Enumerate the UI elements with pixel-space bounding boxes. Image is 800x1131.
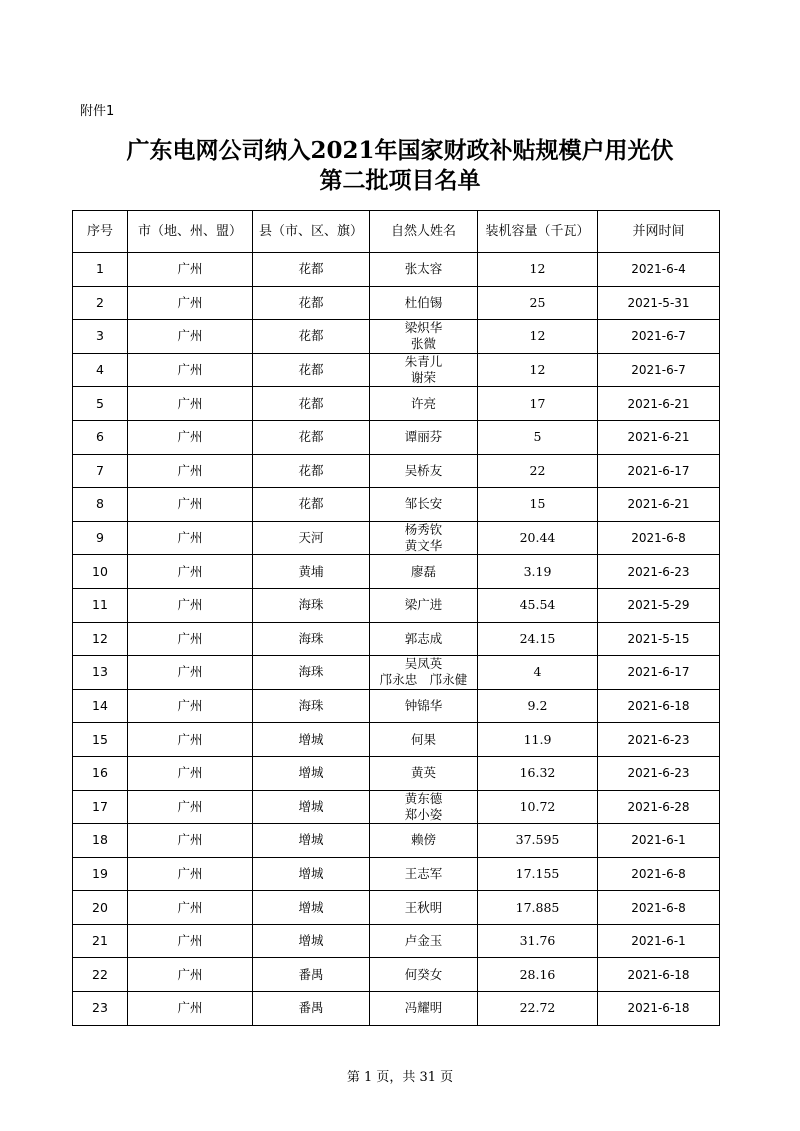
person-name: 吴桥友 — [404, 462, 443, 478]
person-name: 黄东德 — [404, 790, 443, 806]
county-cell: 增城 — [253, 891, 370, 925]
row-number-cell: 16 — [73, 756, 128, 790]
capacity-cell: 11.9 — [478, 723, 598, 757]
capacity-cell: 15 — [478, 488, 598, 522]
county-cell: 花都 — [253, 387, 370, 421]
capacity-cell: 24.15 — [478, 622, 598, 656]
county-cell: 花都 — [253, 253, 370, 287]
row-number-cell: 19 — [73, 857, 128, 891]
city-cell: 广州 — [128, 756, 253, 790]
capacity-cell: 3.19 — [478, 555, 598, 589]
page-footer: 第 1 页，共 31 页 — [346, 1070, 454, 1085]
person-name: 张太容 — [404, 261, 443, 277]
person-name-cell — [370, 723, 478, 757]
grid-date-cell: 2021-6-21 — [598, 387, 720, 421]
person-name: 杜伯锡 — [404, 294, 443, 310]
person-name: 谢荣 — [410, 370, 436, 386]
person-name-cell — [370, 488, 478, 522]
capacity-cell: 31.76 — [478, 924, 598, 958]
person-name-cell — [370, 387, 478, 421]
row-number-cell: 3 — [73, 320, 128, 354]
person-name-cell — [370, 622, 478, 656]
row-number-cell: 22 — [73, 958, 128, 992]
table-row — [73, 286, 720, 320]
person-name: 卢金玉 — [404, 933, 443, 949]
person-name: 廖磊 — [410, 563, 436, 579]
column-header-capacity: 装机容量（千瓦） — [478, 211, 598, 253]
person-name-cell — [370, 857, 478, 891]
grid-date-cell: 2021-6-8 — [598, 891, 720, 925]
table-row — [73, 656, 720, 690]
table-row — [73, 488, 720, 522]
grid-date-cell: 2021-6-23 — [598, 555, 720, 589]
grid-date-cell: 2021-6-18 — [598, 958, 720, 992]
row-number-cell: 6 — [73, 420, 128, 454]
person-name-cell — [370, 790, 478, 824]
city-cell: 广州 — [128, 588, 253, 622]
person-name: 杨秀钦 — [404, 522, 443, 538]
city-cell: 广州 — [128, 622, 253, 656]
person-name-cell — [370, 689, 478, 723]
capacity-cell: 17 — [478, 387, 598, 421]
city-cell: 广州 — [128, 689, 253, 723]
grid-date-cell: 2021-5-15 — [598, 622, 720, 656]
person-name: 王秋明 — [404, 899, 443, 915]
table-row — [73, 756, 720, 790]
table-row — [73, 353, 720, 387]
grid-date-cell: 2021-6-7 — [598, 353, 720, 387]
capacity-cell: 17.155 — [478, 857, 598, 891]
row-number-cell: 7 — [73, 454, 128, 488]
grid-date-cell: 2021-6-7 — [598, 320, 720, 354]
county-cell: 花都 — [253, 488, 370, 522]
person-name-cell — [370, 454, 478, 488]
county-cell: 海珠 — [253, 689, 370, 723]
grid-date-cell: 2021-6-17 — [598, 454, 720, 488]
county-cell: 增城 — [253, 824, 370, 858]
person-name: 黄英 — [410, 765, 436, 781]
person-name: 冯耀明 — [404, 1000, 443, 1016]
grid-date-cell: 2021-6-17 — [598, 656, 720, 690]
table-row — [73, 924, 720, 958]
county-cell: 番禺 — [253, 992, 370, 1026]
table-row — [73, 891, 720, 925]
city-cell: 广州 — [128, 824, 253, 858]
county-cell: 花都 — [253, 454, 370, 488]
row-number-cell: 13 — [73, 656, 128, 690]
table-row — [73, 454, 720, 488]
capacity-cell: 4 — [478, 656, 598, 690]
table-row — [73, 824, 720, 858]
row-number-cell: 2 — [73, 286, 128, 320]
county-cell: 海珠 — [253, 656, 370, 690]
person-name-cell — [370, 420, 478, 454]
capacity-cell: 12 — [478, 353, 598, 387]
person-name: 邝永忠 邝永健 — [379, 672, 468, 688]
table-row — [73, 958, 720, 992]
person-name: 郑小姿 — [404, 806, 443, 822]
table-row — [73, 857, 720, 891]
city-cell: 广州 — [128, 286, 253, 320]
capacity-cell: 22.72 — [478, 992, 598, 1026]
row-number-cell: 11 — [73, 588, 128, 622]
county-cell: 黄埔 — [253, 555, 370, 589]
county-cell: 海珠 — [253, 622, 370, 656]
capacity-cell: 28.16 — [478, 958, 598, 992]
city-cell: 广州 — [128, 454, 253, 488]
grid-date-cell: 2021-6-21 — [598, 488, 720, 522]
person-name-cell — [370, 286, 478, 320]
row-number-cell: 1 — [73, 253, 128, 287]
county-cell: 花都 — [253, 353, 370, 387]
capacity-cell: 45.54 — [478, 588, 598, 622]
table-row — [73, 790, 720, 824]
county-cell: 增城 — [253, 723, 370, 757]
document-title-line-2: 第二批项目名单 — [319, 167, 481, 194]
county-cell: 增城 — [253, 756, 370, 790]
person-name: 黄文华 — [404, 538, 443, 554]
row-number-cell: 21 — [73, 924, 128, 958]
capacity-cell: 20.44 — [478, 521, 598, 555]
table-row — [73, 689, 720, 723]
grid-date-cell: 2021-6-28 — [598, 790, 720, 824]
city-cell: 广州 — [128, 790, 253, 824]
row-number-cell: 4 — [73, 353, 128, 387]
column-header-city: 市（地、州、盟） — [128, 211, 253, 253]
document-title-line-1: 广东电网公司纳入2021年国家财政补贴规模户用光伏 — [126, 137, 674, 164]
city-cell: 广州 — [128, 891, 253, 925]
column-header-name: 自然人姓名 — [370, 211, 478, 253]
city-cell: 广州 — [128, 958, 253, 992]
table-row — [73, 992, 720, 1026]
city-cell: 广州 — [128, 555, 253, 589]
person-name: 钟锦华 — [404, 698, 443, 714]
grid-date-cell: 2021-6-8 — [598, 521, 720, 555]
city-cell: 广州 — [128, 420, 253, 454]
row-number-cell: 20 — [73, 891, 128, 925]
row-number-cell: 5 — [73, 387, 128, 421]
grid-date-cell: 2021-6-18 — [598, 689, 720, 723]
project-list-table — [72, 210, 720, 1026]
city-cell: 广州 — [128, 387, 253, 421]
person-name: 吴凤英 — [404, 656, 443, 672]
table-row — [73, 555, 720, 589]
person-name-cell — [370, 588, 478, 622]
person-name: 赖傍 — [410, 832, 436, 848]
county-cell: 增城 — [253, 857, 370, 891]
person-name-cell — [370, 320, 478, 354]
person-name-cell — [370, 992, 478, 1026]
row-number-cell: 14 — [73, 689, 128, 723]
capacity-cell: 37.595 — [478, 824, 598, 858]
person-name: 梁广进 — [404, 597, 443, 613]
grid-date-cell: 2021-6-8 — [598, 857, 720, 891]
table-row — [73, 723, 720, 757]
grid-date-cell: 2021-6-18 — [598, 992, 720, 1026]
city-cell: 广州 — [128, 857, 253, 891]
grid-date-cell: 2021-5-31 — [598, 286, 720, 320]
capacity-cell: 5 — [478, 420, 598, 454]
person-name: 谭丽芬 — [404, 429, 443, 445]
row-number-cell: 15 — [73, 723, 128, 757]
row-number-cell: 23 — [73, 992, 128, 1026]
table-row — [73, 387, 720, 421]
attachment-label: 附件1 — [80, 104, 115, 119]
capacity-cell: 22 — [478, 454, 598, 488]
county-cell: 海珠 — [253, 588, 370, 622]
capacity-cell: 25 — [478, 286, 598, 320]
table-row — [73, 253, 720, 287]
person-name: 邹长安 — [404, 496, 443, 512]
person-name-cell — [370, 891, 478, 925]
person-name: 许亮 — [410, 395, 436, 411]
person-name: 郭志成 — [404, 630, 443, 646]
person-name: 何果 — [410, 731, 436, 747]
city-cell: 广州 — [128, 992, 253, 1026]
table-row — [73, 588, 720, 622]
capacity-cell: 12 — [478, 320, 598, 354]
grid-date-cell: 2021-6-4 — [598, 253, 720, 287]
grid-date-cell: 2021-6-1 — [598, 824, 720, 858]
city-cell: 广州 — [128, 320, 253, 354]
person-name: 何癸女 — [404, 966, 443, 982]
city-cell: 广州 — [128, 656, 253, 690]
city-cell: 广州 — [128, 521, 253, 555]
county-cell: 花都 — [253, 320, 370, 354]
table-row — [73, 320, 720, 354]
row-number-cell: 10 — [73, 555, 128, 589]
table-row — [73, 420, 720, 454]
county-cell: 增城 — [253, 924, 370, 958]
city-cell: 广州 — [128, 253, 253, 287]
grid-date-cell: 2021-6-23 — [598, 723, 720, 757]
grid-date-cell: 2021-6-21 — [598, 420, 720, 454]
table-header-row — [73, 211, 720, 253]
person-name: 朱青儿 — [404, 354, 443, 370]
county-cell: 花都 — [253, 420, 370, 454]
person-name-cell — [370, 521, 478, 555]
row-number-cell: 9 — [73, 521, 128, 555]
county-cell: 增城 — [253, 790, 370, 824]
table-body — [73, 253, 720, 1026]
capacity-cell: 17.885 — [478, 891, 598, 925]
person-name: 王志军 — [404, 865, 443, 881]
capacity-cell: 16.32 — [478, 756, 598, 790]
row-number-cell: 8 — [73, 488, 128, 522]
person-name-cell — [370, 756, 478, 790]
county-cell: 花都 — [253, 286, 370, 320]
row-number-cell: 17 — [73, 790, 128, 824]
capacity-cell: 9.2 — [478, 689, 598, 723]
person-name-cell — [370, 353, 478, 387]
person-name: 梁炽华 — [404, 320, 443, 336]
city-cell: 广州 — [128, 723, 253, 757]
person-name-cell — [370, 924, 478, 958]
city-cell: 广州 — [128, 353, 253, 387]
capacity-cell: 12 — [478, 253, 598, 287]
city-cell: 广州 — [128, 488, 253, 522]
county-cell: 番禺 — [253, 958, 370, 992]
column-header-no: 序号 — [73, 211, 128, 253]
person-name-cell — [370, 555, 478, 589]
row-number-cell: 18 — [73, 824, 128, 858]
capacity-cell: 10.72 — [478, 790, 598, 824]
grid-date-cell: 2021-5-29 — [598, 588, 720, 622]
city-cell: 广州 — [128, 924, 253, 958]
person-name-cell — [370, 656, 478, 690]
person-name-cell — [370, 958, 478, 992]
column-header-date: 并网时间 — [598, 211, 720, 253]
grid-date-cell: 2021-6-23 — [598, 756, 720, 790]
person-name: 张微 — [410, 336, 436, 352]
grid-date-cell: 2021-6-1 — [598, 924, 720, 958]
table-row — [73, 622, 720, 656]
county-cell: 天河 — [253, 521, 370, 555]
person-name-cell — [370, 253, 478, 287]
row-number-cell: 12 — [73, 622, 128, 656]
column-header-county: 县（市、区、旗） — [253, 211, 370, 253]
table-row — [73, 521, 720, 555]
person-name-cell — [370, 824, 478, 858]
